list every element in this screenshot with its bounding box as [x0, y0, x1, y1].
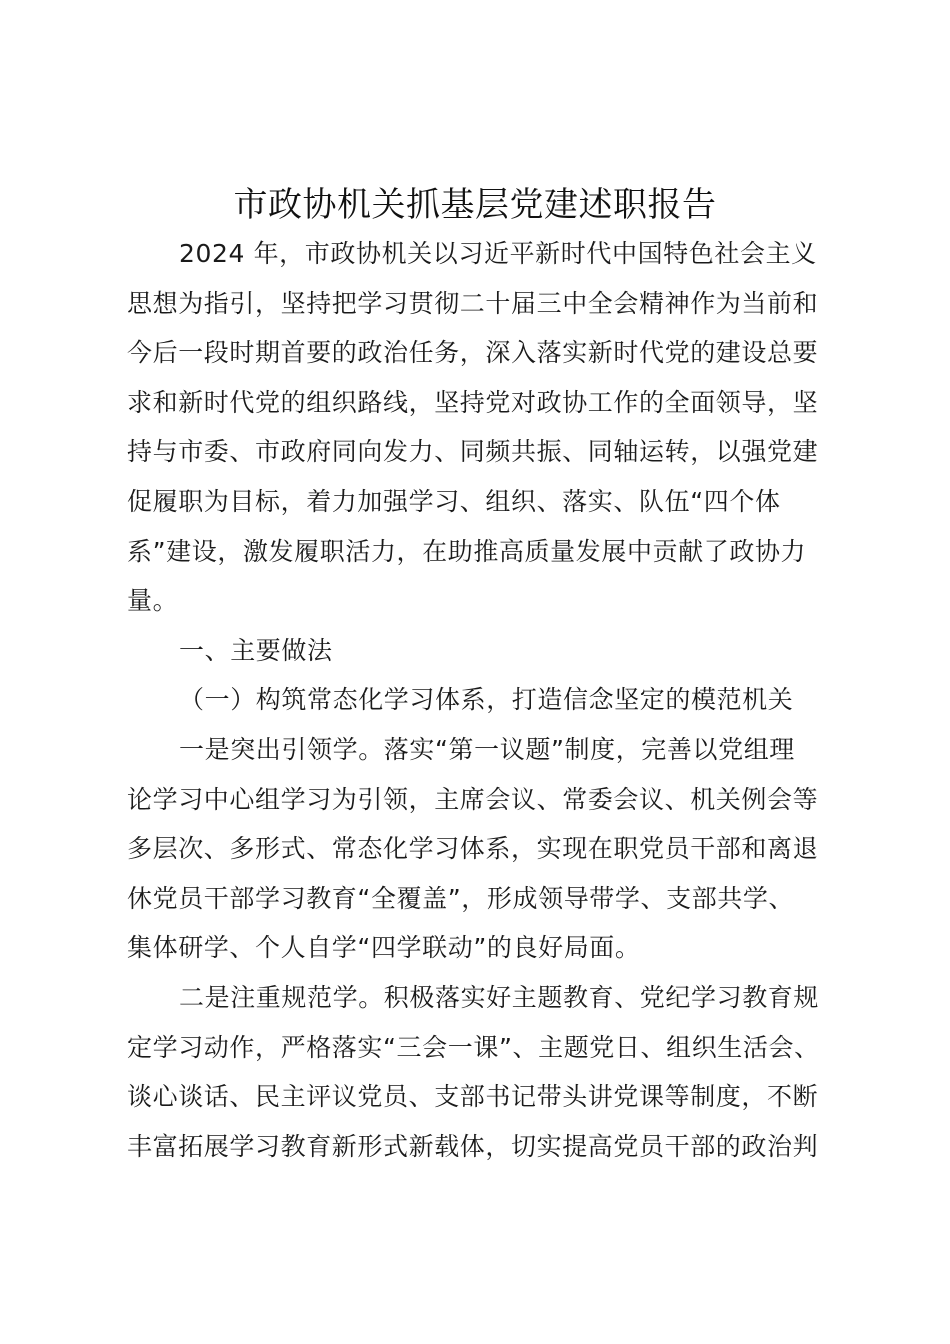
document-body [127, 229, 837, 1171]
text-line: 丰富拓展学习教育新形式新载体，切实提高党员干部的政治判 [127, 1131, 819, 1161]
text-line: （一）构筑常态化学习体系，打造信念坚定的模范机关 [179, 685, 794, 715]
text-line: 促履职为目标，着力加强学习、组织、落实、队伍“四个体 [127, 486, 781, 516]
text-line: 量。 [127, 586, 179, 616]
text-line: 求和新时代党的组织路线，坚持党对政协工作的全面领导，坚 [127, 387, 819, 417]
text-line: 集体研学、个人自学“四学联动”的良好局面。 [127, 933, 641, 963]
text-line: 系”建设，激发履职活力，在助推高质量发展中贡献了政协力 [127, 536, 807, 566]
text-line: 一是突出引领学。落实“第一议题”制度，完善以党组理 [179, 734, 795, 764]
text-line: 持与市委、市政府同向发力、同频共振、同轴运转，以强党建 [127, 437, 819, 467]
text-line: 二是注重规范学。积极落实好主题教育、党纪学习教育规 [179, 982, 820, 1012]
text-line: 多层次、多形式、常态化学习体系，实现在职党员干部和离退 [127, 834, 819, 864]
text-line: 2024 年，市政协机关以习近平新时代中国特色社会主义 [179, 239, 817, 268]
text-line: 休党员干部学习教育“全覆盖”，形成领导带学、支部共学、 [127, 883, 795, 913]
text-line: 谈心谈话、民主评议党员、支部书记带头讲党课等制度，不断 [127, 1082, 819, 1112]
text-line: 今后一段时期首要的政治任务，深入落实新时代党的建设总要 [127, 338, 819, 368]
document-title: 市政协机关抓基层党建述职报告 [233, 185, 717, 225]
text-line: 定学习动作，严格落实“三会一课”、主题党日、组织生活会、 [127, 1032, 820, 1062]
text-line: 论学习中心组学习为引领，主席会议、常委会议、机关例会等 [127, 784, 819, 814]
text-line: 思想为指引，坚持把学习贯彻二十届三中全会精神作为当前和 [127, 288, 819, 318]
text-line: 一、主要做法 [179, 635, 333, 665]
